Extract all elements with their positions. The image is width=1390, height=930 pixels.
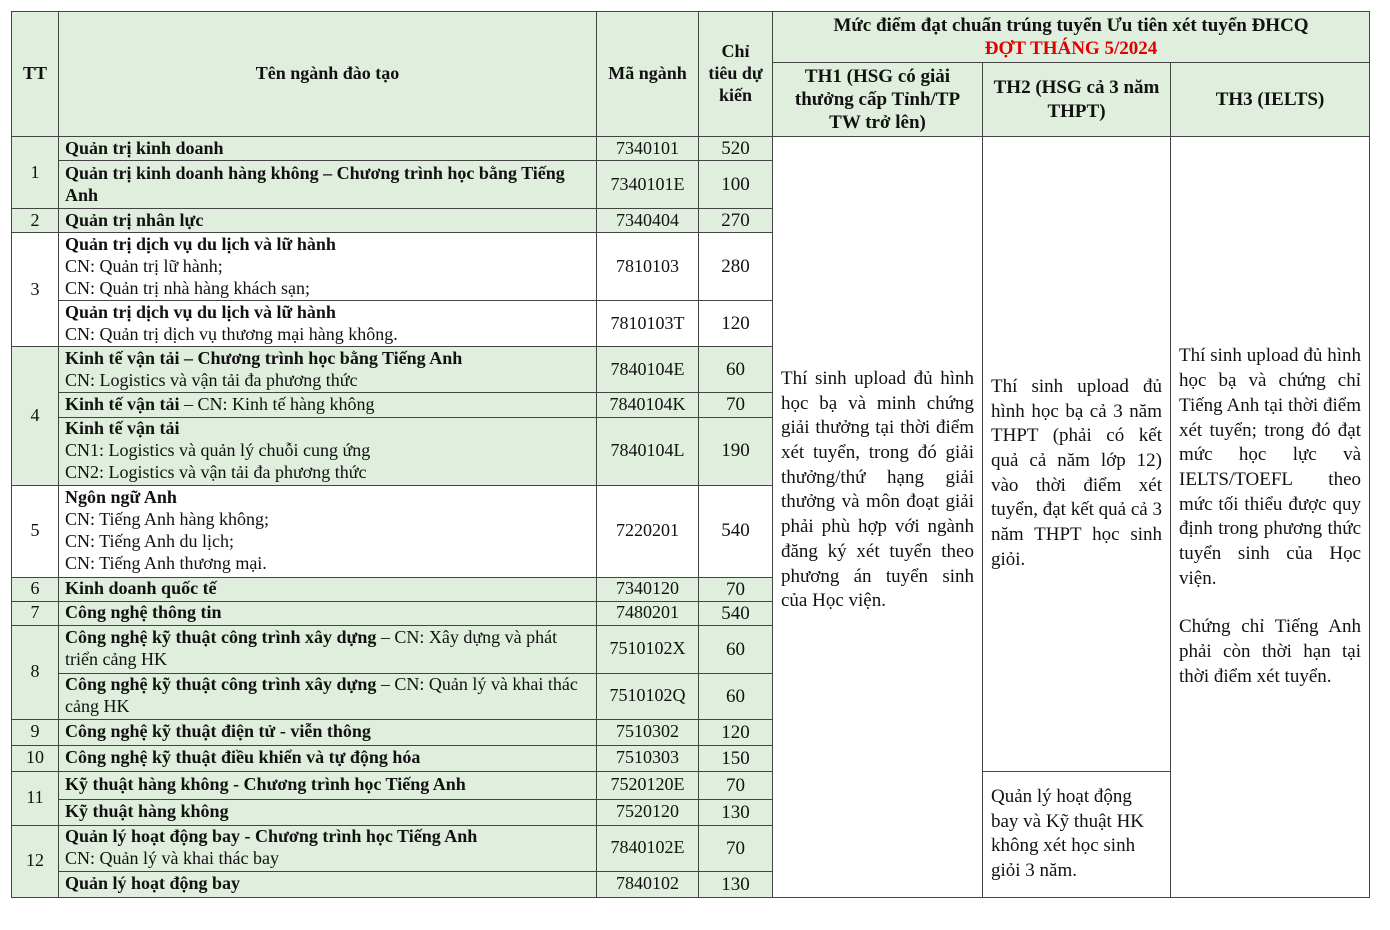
- program-quota: 130: [699, 871, 773, 897]
- header-group-subtitle: ĐỢT THÁNG 5/2024: [984, 38, 1158, 59]
- row-number: 10: [12, 745, 59, 771]
- program-code: 7510102Q: [597, 673, 699, 719]
- program-name: Kỹ thuật hàng không: [65, 801, 229, 822]
- program-quota: 150: [699, 745, 773, 771]
- program-name-cell: [59, 825, 597, 871]
- program-specialization: CN: Logistics và vận tải đa phương thức: [65, 369, 358, 390]
- program-code: 7340404: [597, 209, 699, 233]
- program-code: 7340101: [597, 137, 699, 161]
- program-quota: 270: [699, 209, 773, 233]
- program-specialization: – CN: Xây dựng và phát triển cảng HK: [65, 627, 558, 670]
- program-code: 7220201: [597, 485, 699, 577]
- program-name: Quản trị dịch vụ du lịch và lữ hành: [65, 233, 336, 254]
- program-quota: 60: [699, 673, 773, 719]
- program-name: Quản lý hoạt động bay: [65, 873, 241, 894]
- program-name-cell: [59, 673, 597, 719]
- table-row: [12, 771, 1370, 799]
- program-name-cell: [59, 137, 597, 161]
- header-th3: TH3 (IELTS): [1171, 63, 1370, 137]
- header-tt: TT: [12, 12, 59, 137]
- program-name-cell: [59, 417, 597, 485]
- program-quota: 280: [699, 233, 773, 301]
- row-number: 3: [12, 233, 59, 347]
- program-name: Quản trị kinh doanh hàng không – Chương trình học bằng Tiếng Anh: [65, 162, 565, 205]
- program-name-cell: [59, 601, 597, 625]
- program-quota: 120: [699, 719, 773, 745]
- program-name: Công nghệ kỹ thuật công trình xây dựng: [65, 627, 377, 648]
- program-code: 7840102E: [597, 825, 699, 871]
- program-name: Kinh tế vận tải – Chương trình học bằng Tiếng Anh: [65, 347, 463, 368]
- program-name: Quản trị dịch vụ du lịch và lữ hành: [65, 301, 336, 322]
- row-number: 11: [12, 771, 59, 825]
- program-quota: 190: [699, 417, 773, 485]
- program-code: 7840104L: [597, 417, 699, 485]
- header-program-code: Mã ngành: [597, 12, 699, 137]
- program-name-cell: [59, 485, 597, 577]
- program-quota: 540: [699, 601, 773, 625]
- program-name: Ngôn ngữ Anh: [65, 487, 177, 508]
- row-number: 7: [12, 601, 59, 625]
- program-quota: 120: [699, 301, 773, 347]
- program-name: Công nghệ kỹ thuật điện tử - viễn thông: [65, 721, 371, 742]
- header-quota: Chỉ tiêu dự kiến: [699, 12, 773, 137]
- program-name-cell: [59, 393, 597, 417]
- program-specialization: CN: Quản trị dịch vụ thương mại hàng không.: [65, 323, 398, 344]
- program-name-cell: [59, 871, 597, 897]
- program-code: 7810103: [597, 233, 699, 301]
- th2-exception-note: Quản lý hoạt động bay và Kỹ thuật HK không xét học sinh giỏi 3 năm.: [983, 771, 1171, 897]
- program-quota: 70: [699, 771, 773, 799]
- program-name-cell: [59, 745, 597, 771]
- row-number: 2: [12, 209, 59, 233]
- program-name: Công nghệ kỹ thuật điều khiển và tự động hóa: [65, 747, 421, 768]
- program-name: Công nghệ thông tin: [65, 602, 222, 623]
- program-name-cell: [59, 719, 597, 745]
- program-code: 7840102: [597, 871, 699, 897]
- program-specialization: CN1: Logistics và quản lý chuỗi cung ứng: [65, 440, 371, 461]
- program-code: 7810103T: [597, 301, 699, 347]
- program-name: Công nghệ kỹ thuật công trình xây dựng: [65, 674, 377, 695]
- header-th2: TH2 (HSG cả 3 năm THPT): [983, 63, 1171, 137]
- program-name: Quản trị kinh doanh: [65, 137, 224, 158]
- table-body: [12, 137, 1370, 898]
- admission-table: [11, 11, 1370, 898]
- program-code: 7480201: [597, 601, 699, 625]
- header-program-name: Tên ngành đào tạo: [59, 12, 597, 137]
- row-number: 12: [12, 825, 59, 897]
- program-name-cell: [59, 161, 597, 209]
- program-specialization: – CN: Kinh tế hàng không: [179, 393, 375, 414]
- row-number: 5: [12, 485, 59, 577]
- program-code: 7520120E: [597, 771, 699, 799]
- program-name: Quản lý hoạt động bay - Chương trình học Tiếng Anh: [65, 826, 478, 847]
- program-specialization: CN: Tiếng Anh thương mại.: [65, 552, 267, 573]
- program-specialization: CN: Tiếng Anh du lịch;: [65, 531, 235, 552]
- program-quota: 100: [699, 161, 773, 209]
- program-specialization: – CN: Quản lý và khai thác cảng HK: [65, 674, 578, 717]
- program-code: 7510102X: [597, 625, 699, 673]
- program-quota: 70: [699, 393, 773, 417]
- program-name-cell: [59, 577, 597, 601]
- program-quota: 540: [699, 485, 773, 577]
- program-code: 7340101E: [597, 161, 699, 209]
- program-name: Kinh tế vận tải: [65, 393, 180, 414]
- program-name-cell: [59, 799, 597, 825]
- program-name-cell: [59, 233, 597, 301]
- th3-criteria: [1171, 137, 1370, 898]
- program-name: Kinh tế vận tải: [65, 418, 180, 439]
- th3-criteria-note: Chứng chỉ Tiếng Anh phải còn thời hạn tại thời điểm xét tuyển.: [1179, 616, 1362, 687]
- program-code: 7840104E: [597, 347, 699, 393]
- program-quota: 520: [699, 137, 773, 161]
- program-name: Kinh doanh quốc tế: [65, 578, 217, 599]
- program-code: 7510302: [597, 719, 699, 745]
- program-name-cell: [59, 209, 597, 233]
- program-code: 7510303: [597, 745, 699, 771]
- program-name: Quản trị nhân lực: [65, 209, 204, 230]
- program-quota: 60: [699, 625, 773, 673]
- row-number: 9: [12, 719, 59, 745]
- program-specialization: CN: Tiếng Anh hàng không;: [65, 509, 270, 530]
- program-name: Kỹ thuật hàng không - Chương trình học Tiếng Anh: [65, 774, 466, 795]
- program-code: 7340120: [597, 577, 699, 601]
- header-group: [773, 12, 1370, 63]
- th3-criteria-main: Thí sinh upload đủ hình học bạ và chứng chỉ Tiếng Anh tại thời điểm xét tuyển; trong đó đạt mức học lực và IELTS/TOEFL theo mức tối thiểu được quy định trong phương thức tuyển sinh của Học viện.: [1179, 345, 1362, 589]
- program-quota: 70: [699, 825, 773, 871]
- table-row: [12, 137, 1370, 161]
- program-specialization: CN: Quản trị lữ hành;: [65, 255, 223, 276]
- program-specialization: CN2: Logistics và vận tải đa phương thức: [65, 461, 367, 482]
- row-number: 6: [12, 577, 59, 601]
- row-number: 4: [12, 347, 59, 485]
- th2-criteria: Thí sinh upload đủ hình học bạ cả 3 năm THPT (phải có kết quả cả năm lớp 12) vào thời điểm xét tuyển, đạt kết quả cả 3 năm THPT học sinh giỏi.: [983, 137, 1171, 772]
- program-code: 7520120: [597, 799, 699, 825]
- header-group-title: Mức điểm đạt chuẩn trúng tuyển Ưu tiên xét tuyển ĐHCQ: [833, 14, 1309, 36]
- program-code: 7840104K: [597, 393, 699, 417]
- program-name-cell: [59, 625, 597, 673]
- row-number: 1: [12, 137, 59, 209]
- program-name-cell: [59, 347, 597, 393]
- program-quota: 130: [699, 799, 773, 825]
- program-quota: 60: [699, 347, 773, 393]
- th1-criteria: Thí sinh upload đủ hình học bạ và minh chứng giải thưởng tại thời điểm xét tuyển, trong đó giải thưởng/thứ hạng giải thưởng và môn đoạt giải phải phù hợp với ngành đăng ký xét tuyển theo phương án tuyển sinh của Học viện.: [773, 137, 983, 898]
- header-th1: TH1 (HSG có giải thưởng cấp Tỉnh/TP TW trở lên): [773, 63, 983, 137]
- program-specialization: CN: Quản trị nhà hàng khách sạn;: [65, 277, 310, 298]
- program-name-cell: [59, 301, 597, 347]
- program-name-cell: [59, 771, 597, 799]
- program-quota: 70: [699, 577, 773, 601]
- row-number: 8: [12, 625, 59, 719]
- program-specialization: CN: Quản lý và khai thác bay: [65, 848, 279, 869]
